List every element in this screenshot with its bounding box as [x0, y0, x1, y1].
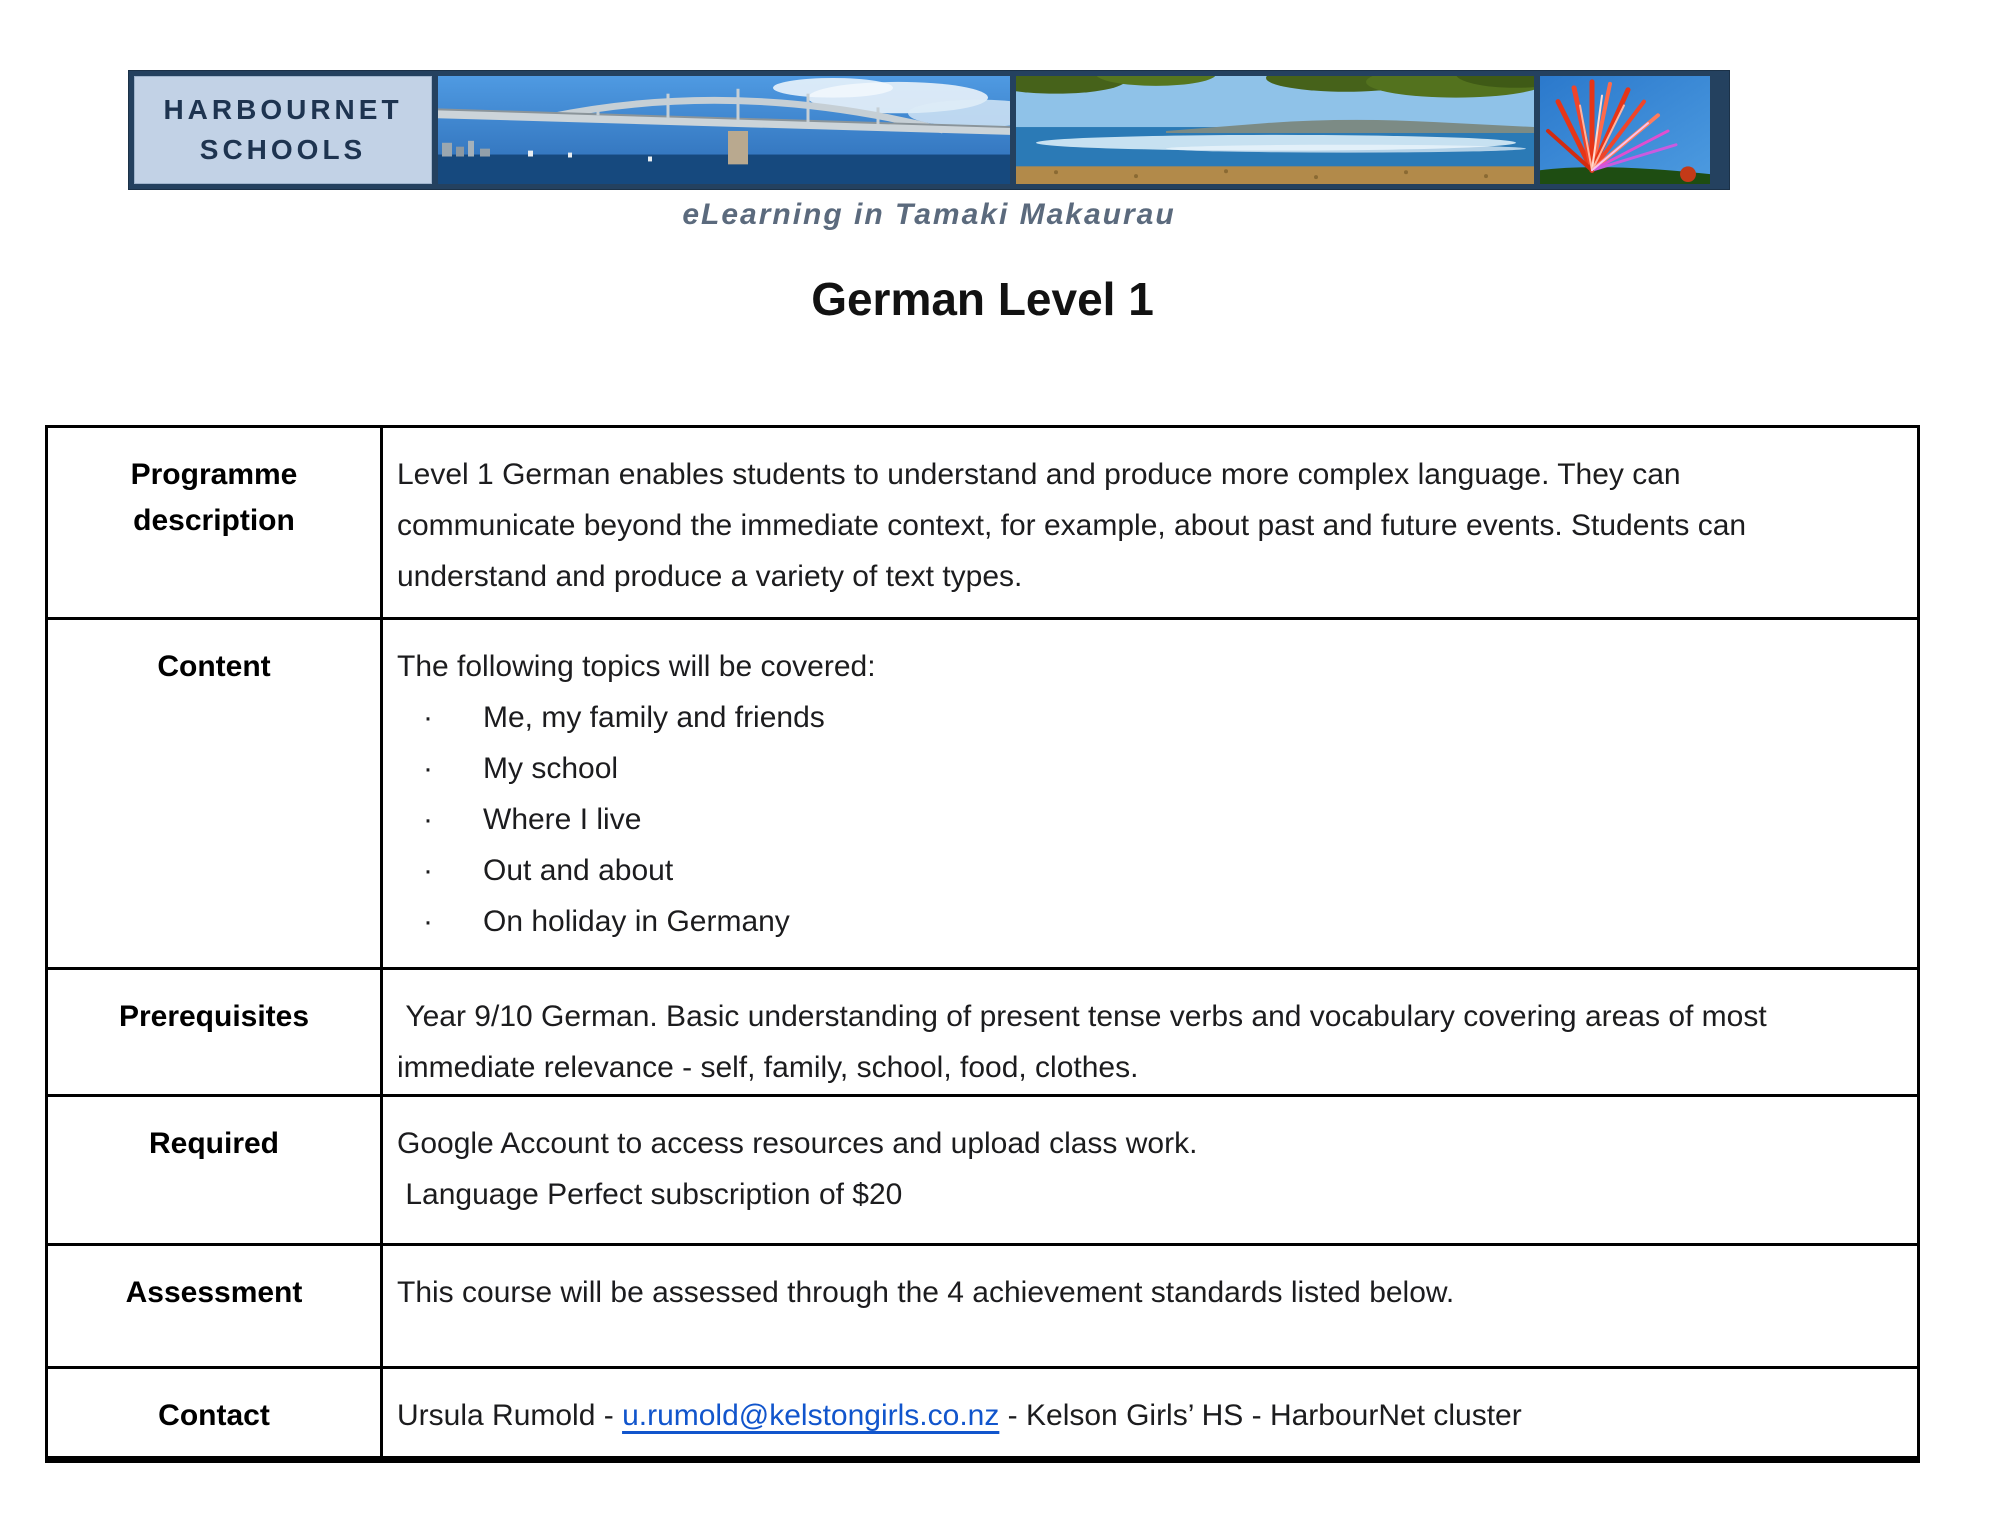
- table-row-contact: [48, 1369, 1917, 1456]
- content-topic: Out and about: [483, 854, 674, 887]
- prerequisites-text: Year 9/10 German. Basic understanding of present tense verbs and vocabulary covering areas of most immediate relevance - self, family, school, food, clothes.: [397, 1000, 1776, 1084]
- required-cell: [383, 1097, 1917, 1243]
- required-line2: Language Perfect subscription of $20: [397, 1178, 903, 1211]
- row-label-contact: Contact: [48, 1369, 383, 1456]
- list-item: [397, 794, 1817, 845]
- row-label-programme-description: Programme description: [48, 428, 383, 617]
- content-topic: Where I live: [483, 803, 642, 836]
- programme-description-cell: [383, 428, 1917, 617]
- bullet-icon: ·: [423, 905, 433, 938]
- harbour-bridge-photo: [438, 76, 1010, 184]
- beach-photo: [1016, 76, 1534, 184]
- assessment-text: This course will be assessed through the 4 achievement standards listed below.: [397, 1276, 1455, 1309]
- required-line1: Google Account to access resources and upload class work.: [397, 1127, 1198, 1160]
- list-item: [397, 692, 1817, 743]
- contact-line: [397, 1390, 1817, 1441]
- page-title: German Level 1: [811, 273, 1154, 325]
- harbournet-schools-logo: [134, 76, 432, 184]
- content-topic: My school: [483, 752, 619, 785]
- content-cell: [383, 620, 1917, 967]
- row-label-prerequisites: Prerequisites: [48, 970, 383, 1094]
- content-intro-text: The following topics will be covered:: [397, 650, 876, 683]
- content-topic: On holiday in Germany: [483, 905, 790, 938]
- harbour-bridge-illustration: [438, 76, 1010, 184]
- harbournet-banner: [128, 70, 1730, 190]
- row-label-assessment: Assessment: [48, 1246, 383, 1366]
- logo-text-line1: HARBOURNET: [163, 94, 403, 125]
- row-label-required: Required: [48, 1097, 383, 1243]
- bullet-icon: ·: [423, 752, 433, 785]
- bullet-icon: ·: [423, 803, 433, 836]
- list-item: [397, 743, 1817, 794]
- pohutukawa-illustration: [1540, 76, 1710, 184]
- logo-text-line2: SCHOOLS: [199, 134, 367, 165]
- assessment-cell: [383, 1246, 1917, 1366]
- content-topic: Me, my family and friends: [483, 701, 825, 734]
- list-item: [397, 845, 1817, 896]
- pohutukawa-flower-photo: [1540, 76, 1710, 184]
- table-row-required: [48, 1097, 1917, 1246]
- bullet-icon: ·: [423, 854, 433, 887]
- bullet-icon: ·: [423, 701, 433, 734]
- contact-school: - Kelson Girls’ HS - HarbourNet cluster: [999, 1399, 1522, 1432]
- row-label-content: Content: [48, 620, 383, 967]
- contact-cell: [383, 1369, 1917, 1456]
- contact-name: Ursula Rumold -: [397, 1399, 623, 1432]
- beach-illustration: [1016, 76, 1534, 184]
- course-table: [45, 425, 1920, 1463]
- list-item: [397, 896, 1817, 947]
- table-row-assessment: [48, 1246, 1917, 1369]
- table-row-content: [48, 620, 1917, 970]
- table-row-prerequisites: [48, 970, 1917, 1097]
- banner-tagline: eLearning in Tamaki Makaurau: [682, 198, 1176, 231]
- table-row-programme-description: [48, 428, 1917, 620]
- prerequisites-cell: [383, 970, 1917, 1094]
- contact-email-link[interactable]: u.rumold@kelstongirls.co.nz: [622, 1399, 1000, 1432]
- programme-description-text: Level 1 German enables students to understand and produce more complex language. They can communicate beyond the immediate context, for example, about past and future events. Students can understand and produce a variety of text types.: [397, 458, 1755, 593]
